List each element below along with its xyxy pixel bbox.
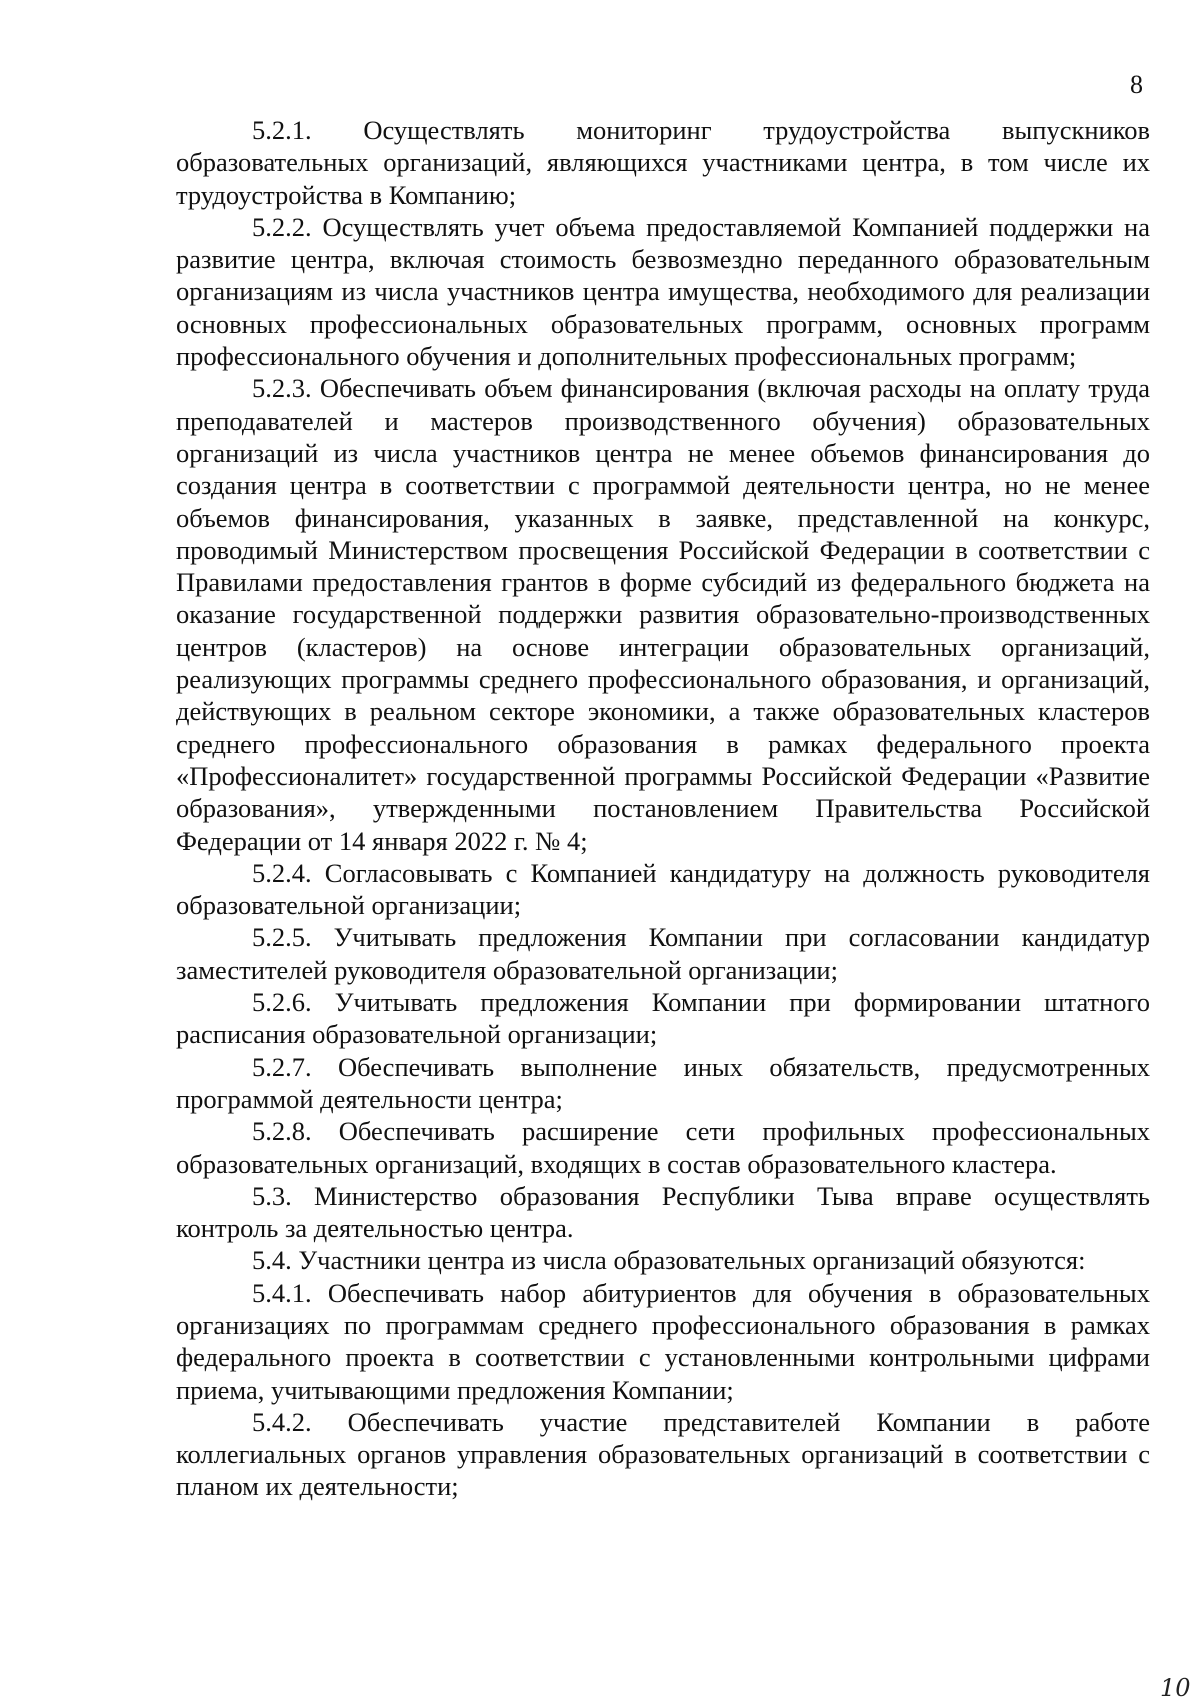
clause-5-3: 5.3. Министерство образования Республики Тыва вправе осуществлять контроль за деятельностью центра.: [176, 1180, 1150, 1244]
clause-5-2-1: 5.2.1. Осуществлять мониторинг трудоустройства выпускников образовательных организаций, являющихся участниками центра, в том числе их трудоустройства в Компанию;: [176, 115, 1150, 210]
clause-5-2-7: 5.2.7. Обеспечивать выполнение иных обязательств, предусмотренных программой деятельности центра;: [176, 1051, 1150, 1114]
clause-5-2-5: 5.2.5. Учитывать предложения Компании при согласовании кандидатур заместителей руководителя образовательной организации;: [176, 922, 1150, 985]
clause-5-2-8: 5.2.8. Обеспечивать расширение сети профильных профессиональных образовательных организаций, входящих в состав образовательного кластера.: [176, 1116, 1150, 1179]
clause-5-2-2: 5.2.2. Осуществлять учет объема предоставляемой Компанией поддержки на развитие центра, включая стоимость безвозмездно переданного образовательным организациям из числа участников центра имущества, необходимого для реализации основных профессиональных образовательных программ, основных программ профессионального обучения и дополнительных профессиональных программ;: [176, 211, 1150, 372]
clause-5-4-2: 5.4.2. Обеспечивать участие представителей Компании в работе коллегиальных органов управления образовательных организаций в соответствии с планом их деятельности;: [176, 1406, 1150, 1502]
clause-5-2-3: 5.2.3. Обеспечивать объем финансирования (включая расходы на оплату труда преподавателей и мастеров производственного обучения) образовательных организаций из числа участников центра не менее объемов финансирования до создания центра в соответствии с программой деятельности центра, но не менее объемов финансирования, указанных в заявке, представленной на конкурс, проводимый Министерством просвещения Российской Федерации в соответствии с Правилами предоставления грантов в форме субсидий из федерального бюджета на оказание государственной поддержки развития образовательно-производственных центров (кластеров) на основе интеграции образовательных организаций, реализующих программы среднего профессионального образования, и организаций, действующих в реальном секторе экономики, а также образовательных кластеров среднего профессионального образования в рамках федерального проекта «Профессионалитет» государственной программы Российской Федерации «Развитие образования», утвержденными постановлением Правительства Российской Федерации от 14 января 2022 г. № 4;: [176, 373, 1150, 856]
clause-5-2-6: 5.2.6. Учитывать предложения Компании при формировании штатного расписания образовательной организации;: [176, 987, 1150, 1050]
clause-5-4: 5.4. Участники центра из числа образовательных организаций обязуются:: [252, 1245, 1086, 1276]
handwritten-page-mark: 10: [1160, 1674, 1191, 1702]
page-number: 8: [1130, 70, 1143, 99]
clause-5-2-4: 5.2.4. Согласовывать с Компанией кандидатуру на должность руководителя образовательной организации;: [176, 857, 1150, 921]
document-body: [176, 114, 1150, 1503]
clause-5-4-1: 5.4.1. Обеспечивать набор абитуриентов для обучения в образовательных организациях по программам среднего профессионального образования в рамках федерального проекта в соответствии с установленными контрольными цифрами приема, учитывающими предложения Компании;: [176, 1277, 1150, 1405]
